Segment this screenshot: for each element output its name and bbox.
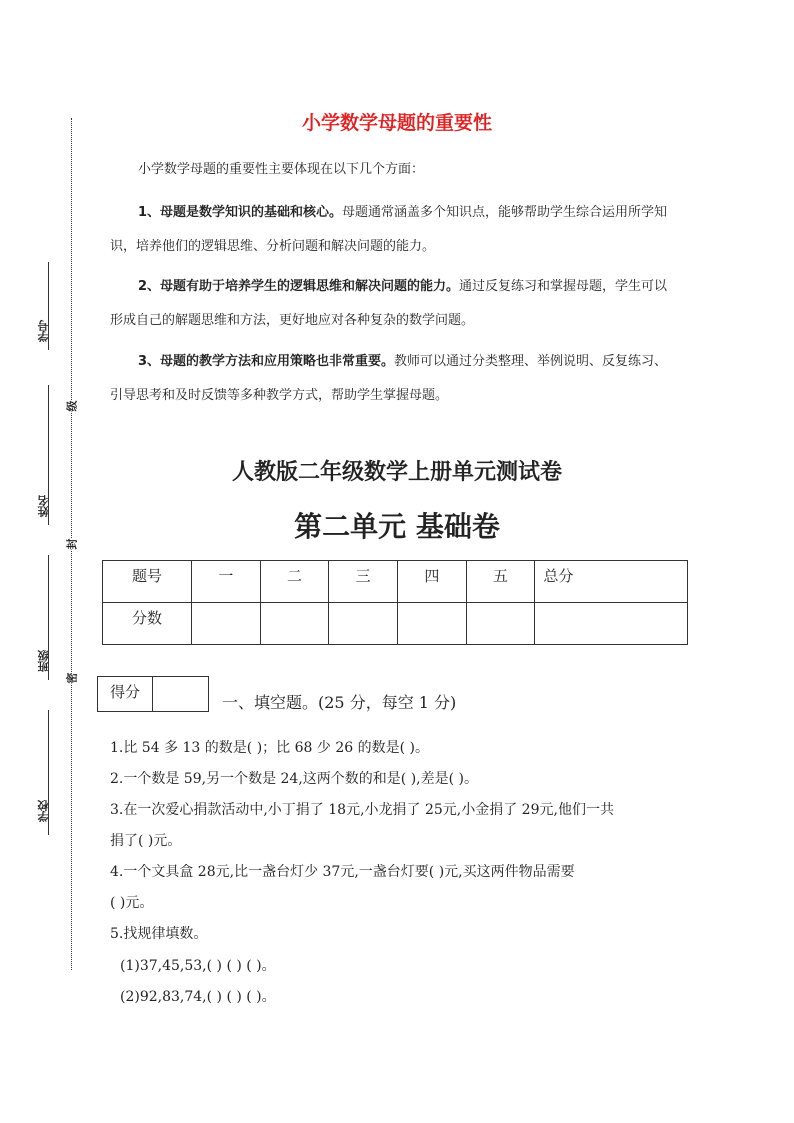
score-cell[interactable] <box>398 603 467 645</box>
score-header-cell: 三 <box>329 561 398 603</box>
point-3-text: 教师可以通过分类整理、举例说明、反复练习、 <box>394 354 668 369</box>
point-2-cont: 形成自己的解题思维和方法，更好地应对各种复杂的数学问题。 <box>110 313 475 328</box>
score-header-cell: 二 <box>260 561 329 603</box>
score-row-label: 分数 <box>103 603 192 645</box>
binding-label-school: 学校 <box>37 800 50 822</box>
section-score-label: 得分 <box>98 677 153 711</box>
point-3-bold: 3、母题的教学方法和应用策略也非常重要。 <box>138 354 395 369</box>
score-cell[interactable] <box>260 603 329 645</box>
question-4: 4.一个文具盒 28元,比一盏台灯少 37元,一盏台灯要( )元,买这两件物品需要 <box>110 864 575 880</box>
question-1: 1.比 54 多 13 的数是( )；比 68 少 26 的数是( )。 <box>110 740 429 756</box>
exam-subtitle: 第二单元 基础卷 <box>294 510 500 543</box>
point-3-cont: 引导思考和及时反馈等多种教学方式，帮助学生掌握母题。 <box>110 388 449 403</box>
point-2-bold: 2、母题有助于培养学生的逻辑思维和解决问题的能力。 <box>138 279 460 294</box>
score-header-cell: 总分 <box>535 561 688 603</box>
score-header-cell: 题号 <box>103 561 192 603</box>
question-3-cont: 捐了( )元。 <box>110 833 182 849</box>
score-table-header-row <box>103 561 688 603</box>
intro-point-1 <box>110 196 710 264</box>
score-table <box>102 560 688 645</box>
score-cell[interactable] <box>535 603 688 645</box>
binding-label-student-number: 学号 <box>37 320 50 342</box>
point-1-bold: 1、母题是数学知识的基础和核心。 <box>138 205 343 220</box>
point-2-text: 通过反复练习和掌握母题，学生可以 <box>459 279 668 294</box>
point-1-cont: 识，培养他们的逻辑思维、分析问题和解决问题的能力。 <box>110 239 436 254</box>
binding-char-seal: 封 <box>65 538 79 550</box>
score-header-cell: 五 <box>466 561 535 603</box>
intro-lead: 小学数学母题的重要性主要体现在以下几个方面： <box>138 162 425 177</box>
intro-point-3 <box>110 345 710 413</box>
intro-title: 小学数学母题的重要性 <box>301 112 492 134</box>
binding-char-level: 级 <box>65 400 79 412</box>
score-header-cell: 四 <box>398 561 467 603</box>
question-5-part-2: (2)92,83,74,( ) ( ) ( )。 <box>120 989 276 1005</box>
question-3: 3.在一次爱心捐款活动中,小丁捐了 18元,小龙捐了 25元,小金捐了 29元,他们一共 <box>110 802 614 818</box>
score-cell[interactable] <box>466 603 535 645</box>
score-table-score-row <box>103 603 688 645</box>
question-5: 5.找规律填数。 <box>110 926 208 942</box>
score-header-cell: 一 <box>192 561 261 603</box>
exam-title: 人教版二年级数学上册单元测试卷 <box>231 459 562 485</box>
section-score-box <box>97 676 209 712</box>
section-1-title: 一、填空题。(25 分，每空 1 分) <box>222 693 457 712</box>
intro-point-2 <box>110 270 710 338</box>
binding-label-class: 班级 <box>37 650 50 672</box>
section-score-field[interactable] <box>153 677 208 711</box>
question-5-part-1: (1)37,45,53,( ) ( ) ( )。 <box>120 958 276 974</box>
question-2: 2.一个数是 59,另一个数是 24,这两个数的和是( ),差是( )。 <box>110 771 478 787</box>
point-1-text: 母题通常涵盖多个知识点，能够帮助学生综合运用所学知 <box>342 205 668 220</box>
score-cell[interactable] <box>192 603 261 645</box>
binding-label-name: 姓名 <box>37 495 50 517</box>
binding-char-secret: 密 <box>65 672 79 684</box>
score-cell[interactable] <box>329 603 398 645</box>
question-4-cont: ( )元。 <box>110 895 154 911</box>
